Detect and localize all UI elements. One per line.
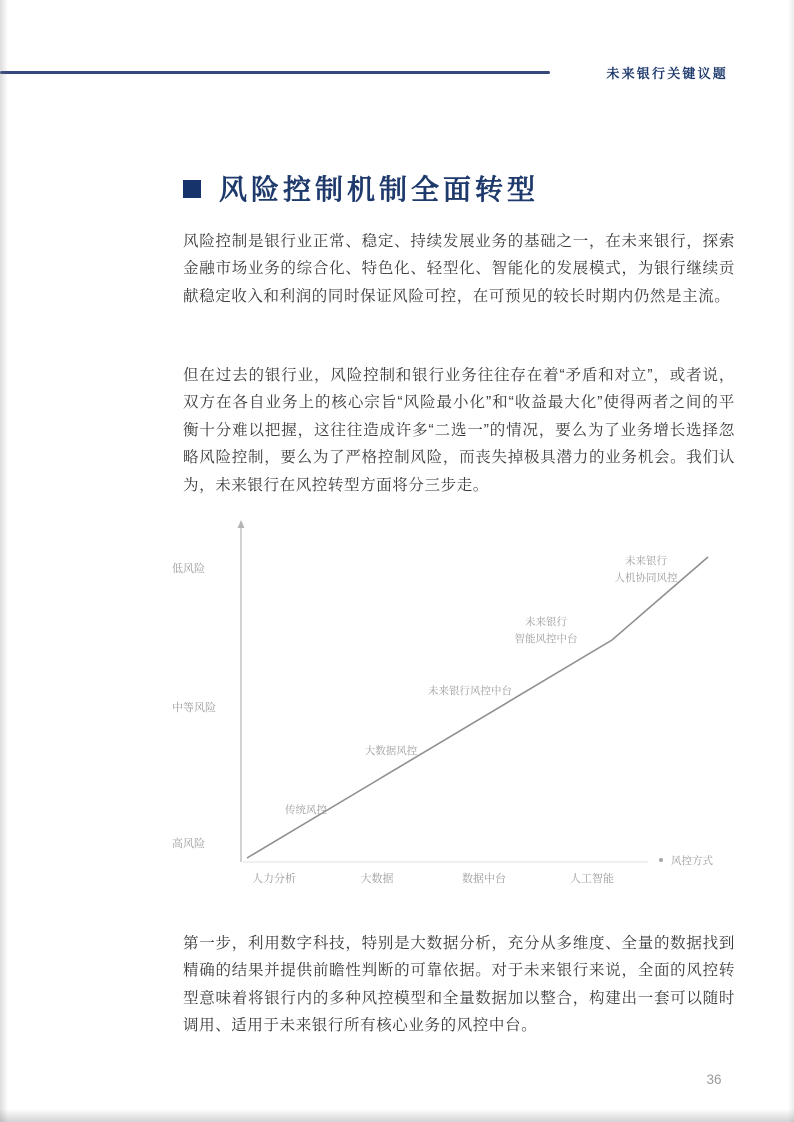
x-tick-data-platform: 数据中台 <box>462 873 506 885</box>
x-tick-ai: 人工智能 <box>570 873 614 885</box>
page-edge-bottom <box>0 1109 794 1122</box>
title-bullet-square-icon <box>183 180 201 198</box>
x-tick-big-data: 大数据 <box>360 873 394 885</box>
paragraph-3: 第一步，利用数字科技，特别是大数据分析，充分从多维度、全量的数据找到精确的结果并提供前瞻性判断的可靠依据。对于未来银行来说，全面的风控转型意味着将银行内的多种风控模型和全量数据加以整合，构建出一套可以随时调用、适用于未来银行所有核心业务的风控中台。 <box>183 935 735 1035</box>
annotation-smart-platform-line1: 未来银行 <box>525 616 567 628</box>
section-title-text: 风险控制机制全面转型 <box>219 174 540 205</box>
legend-label: 风控方式 <box>671 855 713 867</box>
page-number: 36 <box>706 1072 722 1087</box>
header-rule <box>0 71 550 74</box>
paragraph-1: 风险控制是银行业正常、稳定、持续发展业务的基础之一，在未来银行，探索金融市场业务的综合化、特色化、轻型化、智能化的发展模式，为银行继续贡献稳定收入和利润的同时保证风险可控，在可预见的较长时期内仍然是主流。 <box>183 233 735 305</box>
annotation-traditional-risk: 传统风控 <box>285 804 327 816</box>
annotation-human-ai-risk-line2: 人机协同风控 <box>614 572 678 584</box>
risk-transition-chart <box>160 515 740 895</box>
legend-dot-icon <box>659 858 663 862</box>
annotation-smart-platform-line2: 智能风控中台 <box>514 633 578 645</box>
page-edge-left <box>0 0 8 1122</box>
section-title <box>183 168 743 208</box>
header-title: 未来银行关键议题 <box>606 66 728 81</box>
annotation-human-ai-risk-line1: 未来银行 <box>625 555 667 567</box>
y-tick-medium-risk: 中等风险 <box>172 702 216 714</box>
annotation-bigdata-risk: 大数据风控 <box>364 745 418 757</box>
y-tick-high-risk: 高风险 <box>172 838 205 850</box>
x-tick-human-analysis: 人力分析 <box>252 873 296 885</box>
annotation-risk-platform: 未来银行风控中台 <box>428 685 512 697</box>
y-tick-low-risk: 低风险 <box>172 563 205 575</box>
page-edge-right <box>788 0 794 1122</box>
paragraph-2: 但在过去的银行业，风险控制和银行业务往往存在着“矛盾和对立”，或者说，双方在各自业务上的核心宗旨“风险最小化”和“收益最大化”使得两者之间的平衡十分难以把握，这往往造成许多“二选一”的情况，要么为了业务增长选择忽略风险控制，要么为了严格控制风险，而丧失掉极具潜力的业务机会。我们认为，未来银行在风控转型方面将分三步走。 <box>183 367 735 494</box>
